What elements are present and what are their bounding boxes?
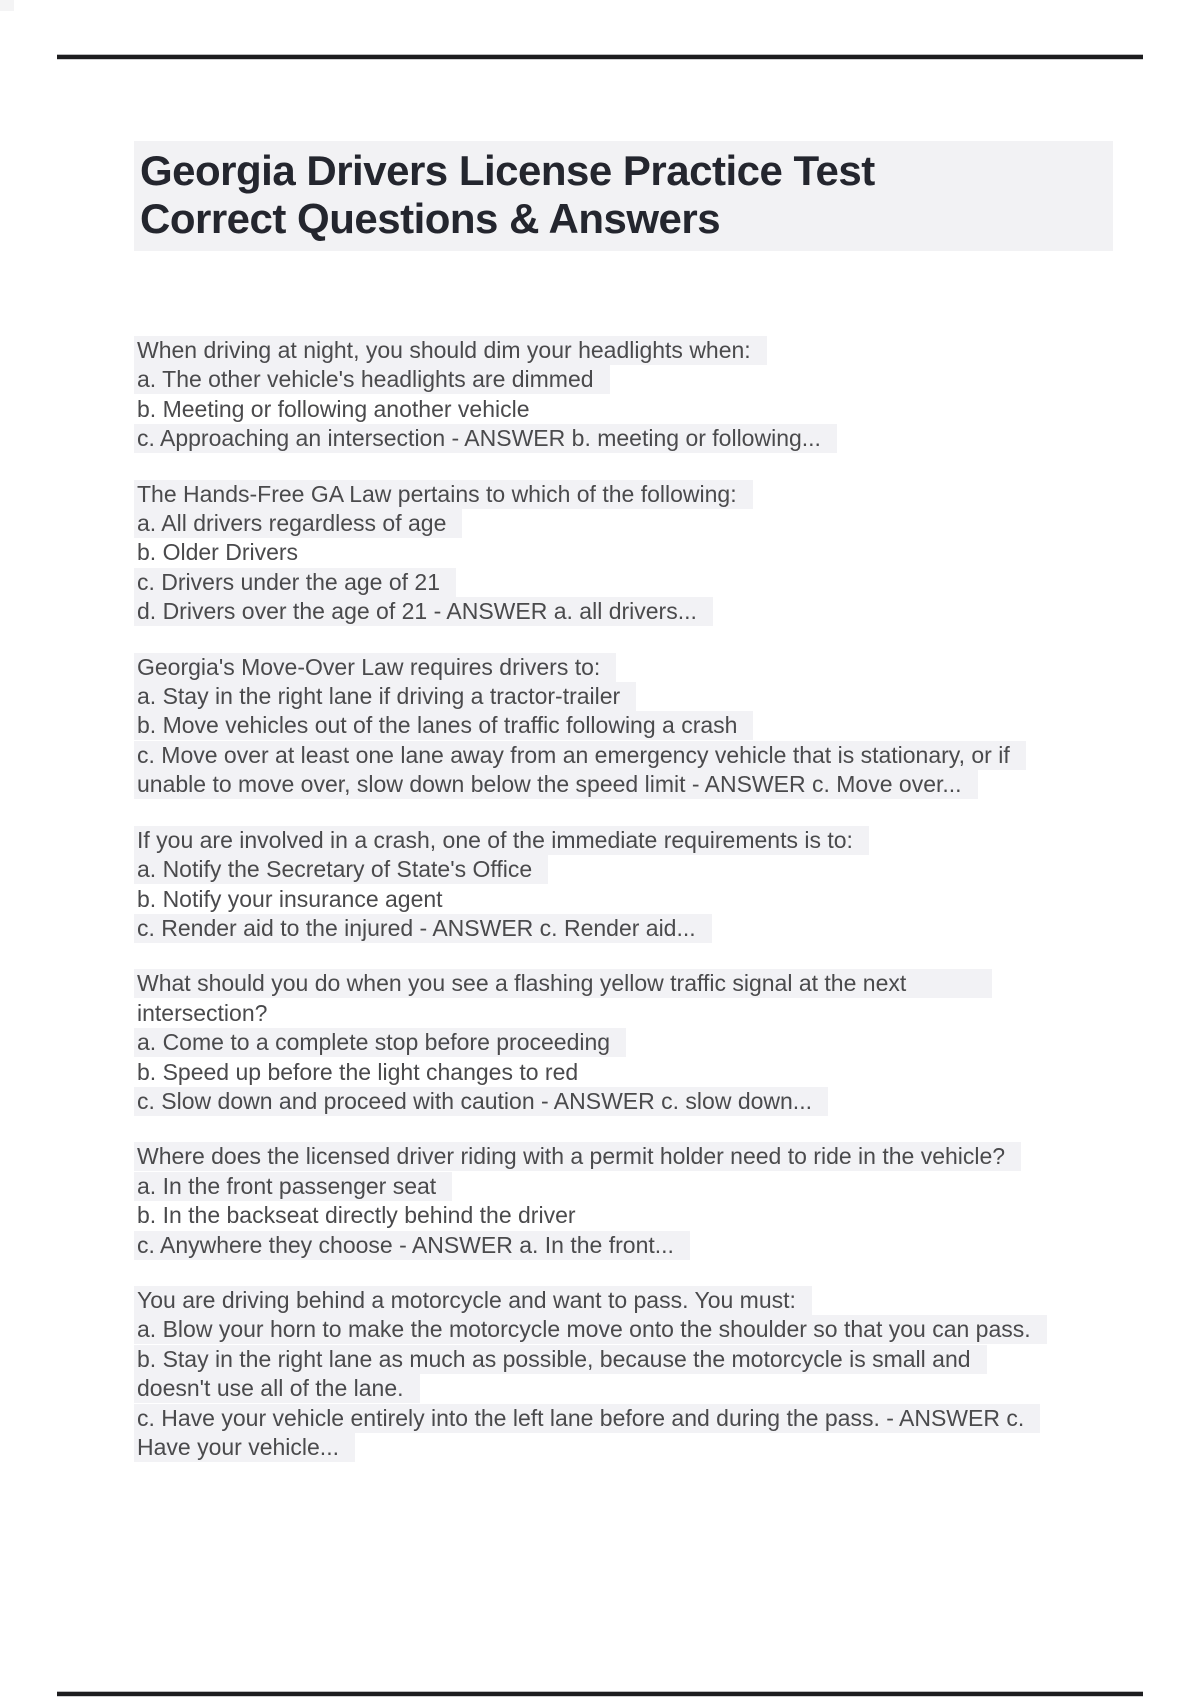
top-rule <box>57 55 1143 59</box>
text-line: c. Render aid to the injured - ANSWER c. Render aid... <box>134 914 1184 943</box>
text-line: You are driving behind a motorcycle and want to pass. You must: <box>134 1286 1184 1315</box>
question-block-5 <box>134 969 1184 1116</box>
text-line: a. Come to a complete stop before proceeding <box>134 1028 1184 1057</box>
corner-artifact <box>0 0 14 11</box>
text-line: c. Have your vehicle entirely into the left lane before and during the pass. - ANSWER c. <box>134 1404 1184 1433</box>
text-line: c. Move over at least one lane away from an emergency vehicle that is stationary, or if <box>134 741 1184 770</box>
text-line: a. The other vehicle's headlights are dimmed <box>134 365 1184 394</box>
text-line: c. Anywhere they choose - ANSWER a. In the front... <box>134 1231 1184 1260</box>
document-title-highlight <box>134 141 1113 251</box>
question-block-6 <box>134 1142 1184 1260</box>
bottom-rule <box>57 1692 1143 1696</box>
text-line: Have your vehicle... <box>134 1433 1184 1462</box>
text-line: When driving at night, you should dim your headlights when: <box>134 336 1184 365</box>
text-line: c. Slow down and proceed with caution - ANSWER c. slow down... <box>134 1087 1184 1116</box>
text-line: a. Notify the Secretary of State's Office <box>134 855 1184 884</box>
text-line: a. In the front passenger seat <box>134 1172 1184 1201</box>
question-block-3 <box>134 653 1184 800</box>
text-line: What should you do when you see a flashing yellow traffic signal at the next <box>134 969 1184 998</box>
question-block-1 <box>134 336 1184 454</box>
text-line: b. Notify your insurance agent <box>137 885 443 912</box>
text-line: b. Stay in the right lane as much as possible, because the motorcycle is small and <box>134 1345 1184 1374</box>
question-block-4 <box>134 826 1184 944</box>
text-line: b. In the backseat directly behind the driver <box>137 1202 576 1229</box>
text-line: unable to move over, slow down below the speed limit - ANSWER c. Move over... <box>134 770 1184 799</box>
text-line: a. Blow your horn to make the motorcycle move onto the shoulder so that you can pass. <box>134 1315 1184 1344</box>
text-line: b. Move vehicles out of the lanes of traffic following a crash <box>134 711 1184 740</box>
text-line: b. Meeting or following another vehicle <box>137 395 530 422</box>
text-line: b. Older Drivers <box>137 539 299 566</box>
question-block-7 <box>134 1286 1184 1462</box>
question-block-2 <box>134 480 1184 627</box>
text-line: Georgia's Move-Over Law requires drivers to: <box>134 653 1184 682</box>
text-line: c. Drivers under the age of 21 <box>134 568 1184 597</box>
text-line: a. Stay in the right lane if driving a tractor-trailer <box>134 682 1184 711</box>
document-body <box>134 336 1184 1488</box>
document-title-line-1: Georgia Drivers License Practice Test <box>140 147 875 194</box>
text-line: Where does the licensed driver riding with a permit holder need to ride in the vehicle? <box>134 1142 1184 1171</box>
text-line: doesn't use all of the lane. <box>134 1374 1184 1403</box>
text-line: intersection? <box>137 999 268 1026</box>
text-line: b. Speed up before the light changes to red <box>137 1058 579 1085</box>
text-line: d. Drivers over the age of 21 - ANSWER a. all drivers... <box>134 597 1184 626</box>
text-line: a. All drivers regardless of age <box>134 509 1184 538</box>
document-title-line-2: Correct Questions & Answers <box>140 195 721 242</box>
text-line: c. Approaching an intersection - ANSWER b. meeting or following... <box>134 424 1184 453</box>
text-line: If you are involved in a crash, one of the immediate requirements is to: <box>134 826 1184 855</box>
text-line: The Hands-Free GA Law pertains to which of the following: <box>134 480 1184 509</box>
